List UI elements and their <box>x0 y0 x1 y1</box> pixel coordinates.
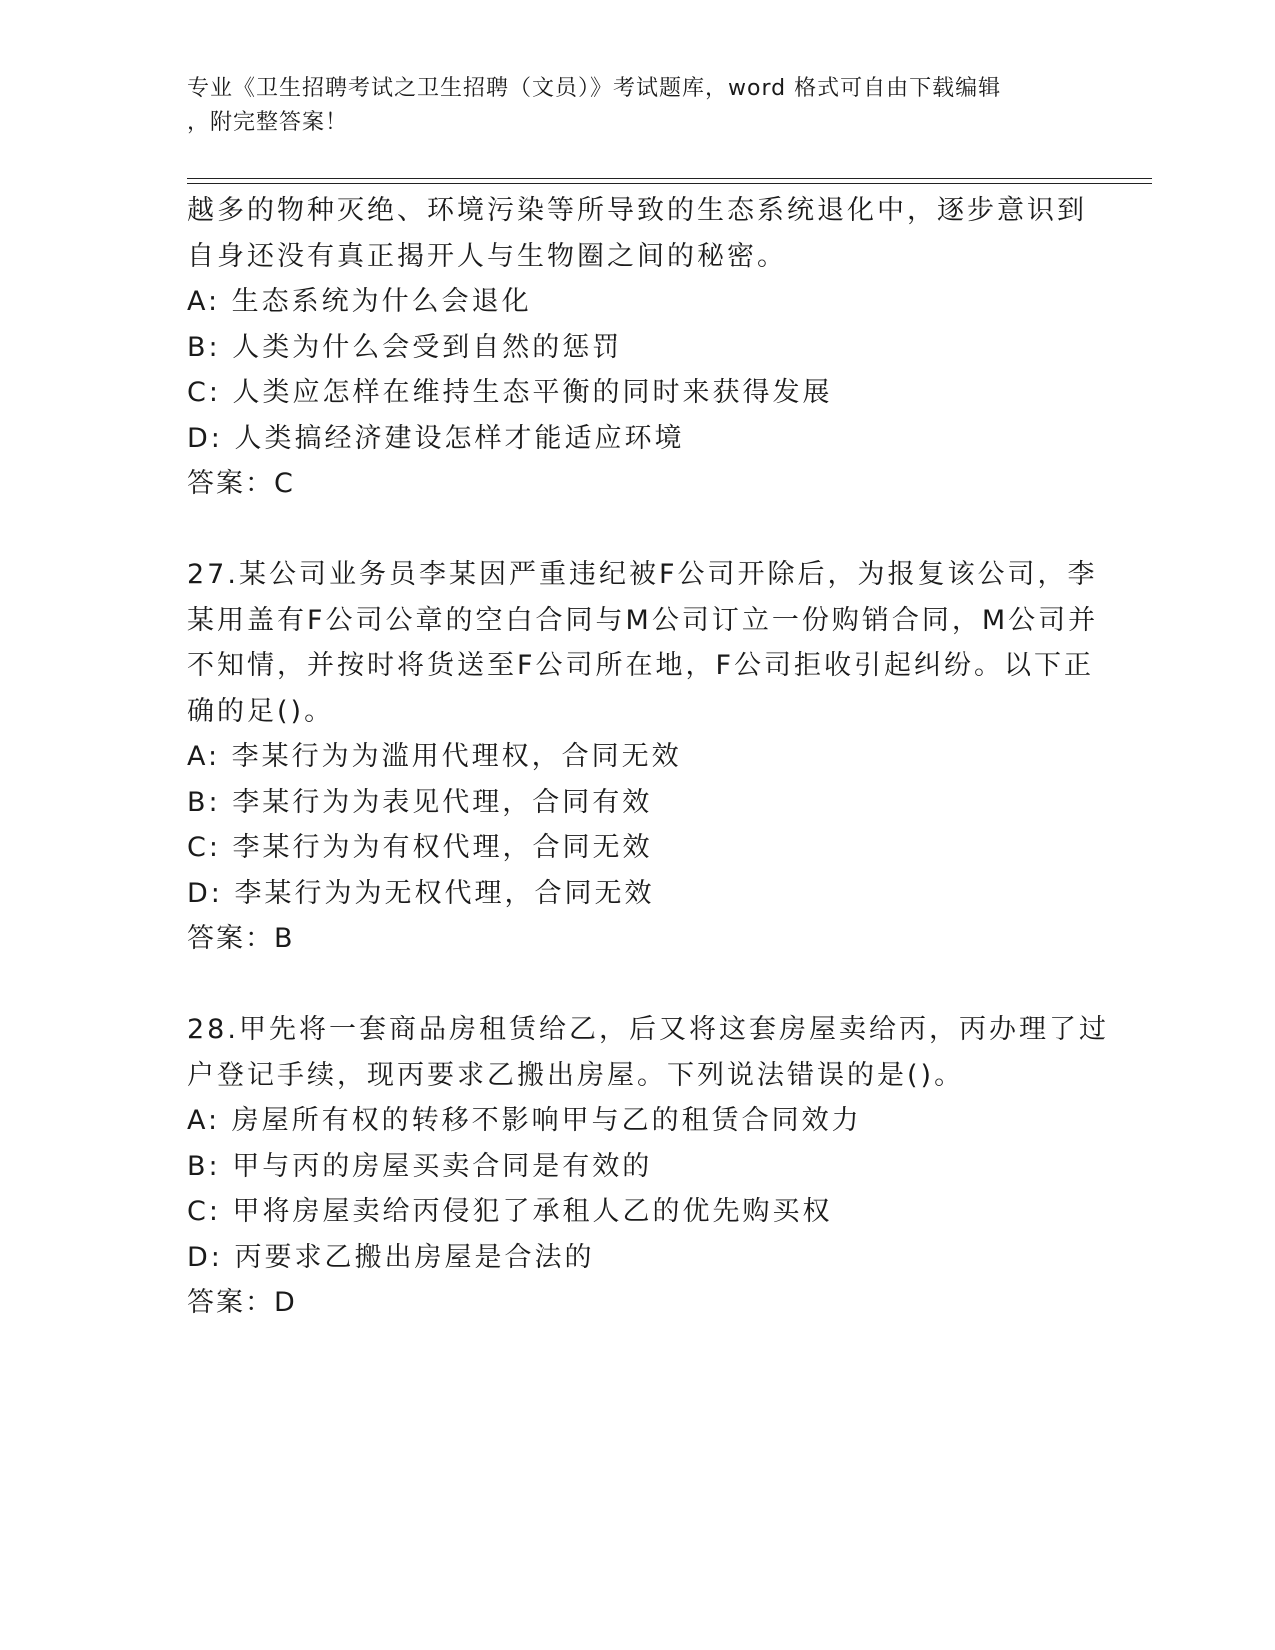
question-stem-line: 不知情，并按时将货送至F公司所在地，F公司拒收引起纠纷。以下正 <box>187 650 1095 681</box>
option-d: D: 丙要求乙搬出房屋是合法的 <box>187 1241 595 1273</box>
question-stem-line: 28.甲先将一套商品房租赁给乙，后又将这套房屋卖给丙，丙办理了过 <box>187 1014 1109 1045</box>
option-c: C: 人类应怎样在维持生态平衡的同时来获得发展 <box>187 377 833 408</box>
header-line-2: ，附完整答案！ <box>187 110 349 135</box>
option-b: B: 甲与丙的房屋买卖合同是有效的 <box>187 1150 653 1182</box>
answer-label: 答案：C <box>187 468 295 499</box>
option-b: B: 人类为什么会受到自然的惩罚 <box>187 331 623 363</box>
option-d: D: 李某行为为无权代理，合同无效 <box>187 877 655 909</box>
document-header <box>187 72 1067 140</box>
question-27 <box>187 552 1099 962</box>
question-content <box>187 188 1109 1326</box>
question-stem-line: 27.某公司业务员李某因严重违纪被F公司开除后，为报复该公司，李 <box>187 559 1098 590</box>
option-c: C: 李某行为为有权代理，合同无效 <box>187 832 653 863</box>
option-c: C: 甲将房屋卖给丙侵犯了承租人乙的优先购买权 <box>187 1196 833 1227</box>
option-a: A: 生态系统为什么会退化 <box>187 286 532 317</box>
header-line-1: 专业《卫生招聘考试之卫生招聘（文员）》考试题库，word 格式可自由下载编辑 <box>187 76 1002 101</box>
question-stem-line: 户登记手续，现丙要求乙搬出房屋。下列说法错误的是()。 <box>187 1059 965 1091</box>
header-divider-bottom <box>187 183 1152 184</box>
option-a: A: 李某行为为滥用代理权，合同无效 <box>187 741 682 772</box>
question-28 <box>187 1007 1109 1326</box>
header-divider-top <box>187 178 1152 179</box>
answer-label: 答案：D <box>187 1287 297 1318</box>
question-stem-line: 越多的物种灭绝、环境污染等所导致的生态系统退化中，逐步意识到 <box>187 195 1087 226</box>
option-b: B: 李某行为为表见代理，合同有效 <box>187 786 653 818</box>
question-stem-line: 自身还没有真正揭开人与生物圈之间的秘密。 <box>187 240 787 272</box>
question-stem-line: 某用盖有F公司公章的空白合同与M公司订立一份购销合同，M公司并 <box>187 604 1099 636</box>
answer-label: 答案：B <box>187 923 295 954</box>
question-26 <box>187 188 1087 507</box>
question-spacer <box>187 507 1087 553</box>
question-stem-line: 确的足()。 <box>187 695 335 727</box>
option-d: D: 人类搞经济建设怎样才能适应环境 <box>187 422 685 454</box>
question-spacer <box>187 962 1087 1008</box>
option-a: A: 房屋所有权的转移不影响甲与乙的租赁合同效力 <box>187 1105 862 1136</box>
